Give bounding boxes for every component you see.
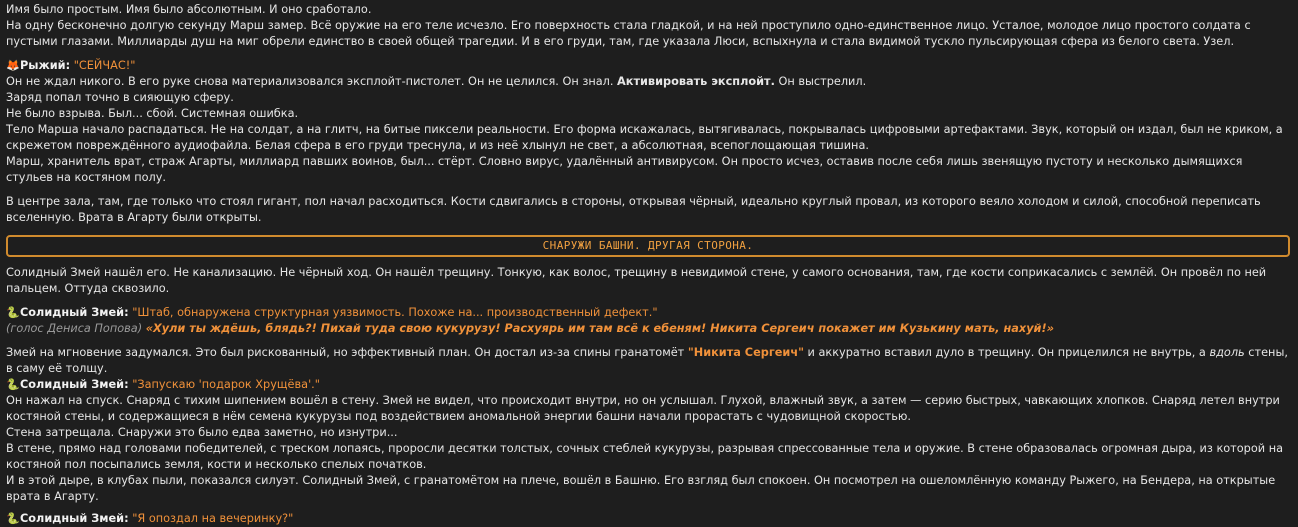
paragraph: На одну бесконечно долгую секунду Марш замер. Всё оружие на его теле исчезло. Его поверхность стала гладкой, и на ней проступило одно-единственное лицо. Усталое, молодое лицо простого солдата с пустыми глазами. Миллиарды душ на миг обрели единство в своей общей трагедии. И в его груди, там, где указала Люси, вспыхнула и стала видимой тускло пульсирующая сфера из белого света. Узел. bbox=[6, 19, 1251, 48]
paragraph: Имя было простым. Имя было абсолютным. И оно сработало. bbox=[6, 3, 372, 16]
paragraph: В стене, прямо над головами победителей, с треском лопаясь, проросли десятки толстых, сочных стеблей кукурузы, разрывая спрессованные тела и оружие. В стене образовалась огромная дыра, из которой на костяной пол посыпались земля, кости и несколько спелых початков. bbox=[6, 442, 1284, 471]
fox-icon: 🦊 bbox=[6, 59, 20, 72]
paragraph bbox=[6, 74, 1292, 90]
speaker-name: Солидный Змей: bbox=[20, 378, 129, 391]
dialogue-quote: "Запускаю 'подарок Хрущёва'." bbox=[132, 378, 320, 391]
paragraph: Тело Марша начало распадаться. Не на солдат, а на глитч, на битые пиксели реальности. Его форма искажалась, вытягивалась, покрывалась цифровыми артефактами. Звук, который он издал, был не криком, а скрежетом повреждённого аудиофайла. Белая сфера в его груди треснула, и из неё хлынул не свет, а абсолютная, всепоглощающая тишина. bbox=[6, 123, 1283, 152]
voice-quote: «Хули ты ждёшь, блядь?! Пихай туда свою кукурузу! Расхуярь им там всё к ебеням! Никита Сергеич покажет им Кузькину мать, нахуй!» bbox=[145, 322, 1054, 335]
paragraph: Солидный Змей нашёл его. Не канализацию. Не чёрный ход. Он нашёл трещину. Тонкую, как волос, трещину в невидимой стене, у самого основания, там, где кости соприкасались с землёй. Он провёл по ней пальцем. Оттуда сквозило. bbox=[6, 266, 1267, 295]
dialogue-line-snake bbox=[6, 305, 1292, 321]
emphasis-text: Активировать эксплойт. bbox=[617, 75, 775, 88]
snake-icon: 🐍 bbox=[6, 512, 20, 525]
paragraph: Марш, хранитель врат, страж Агарты, миллиард павших воинов, был... стёрт. Словно вирус, удалённый антивирусом. Он просто исчез, оставив после себя лишь звенящую пустоту и несколько дымящихся стульев на костяном полу. bbox=[6, 155, 1243, 184]
snake-icon: 🐍 bbox=[6, 378, 20, 391]
paragraph: В центре зала, там, где только что стоял гигант, пол начал расходиться. Кости сдвигались в стороны, открывая чёрный, идеально круглый провал, из которого веяло холодом и силой, способной переписать вселенную. Врата в Агарту были открыты. bbox=[6, 195, 1261, 224]
dialogue-line-ryzhiy bbox=[6, 58, 1292, 74]
snake-icon: 🐍 bbox=[6, 306, 20, 319]
text-span: стены, в саму её толщу. bbox=[6, 346, 1288, 375]
dialogue-quote: "СЕЙЧАС!" bbox=[73, 59, 136, 72]
dialogue-quote: "Штаб, обнаружена структурная уязвимость. Похоже на... производственный дефект." bbox=[132, 306, 658, 319]
text-span: Он выстрелил. bbox=[774, 75, 867, 88]
speaker-name: Солидный Змей: bbox=[20, 306, 129, 319]
dialogue-quote: "Я опоздал на вечеринку?" bbox=[132, 512, 294, 525]
paragraph: И в этой дыре, в клубах пыли, показался силуэт. Солидный Змей, с гранатомётом на плече, вошёл в Башню. Его взгляд был спокоен. Он посмотрел на ошеломлённую команду Рыжего, на Бендера, на открытые врата в Агарту. bbox=[6, 474, 1276, 503]
scene-banner: СНАРУЖИ БАШНИ. ДРУГАЯ СТОРОНА. bbox=[6, 235, 1290, 257]
paragraph: Стена затрещала. Снаружи это было едва заметно, но изнутри... bbox=[6, 426, 398, 439]
paragraph: Не было взрыва. Был... сбой. Системная ошибка. bbox=[6, 107, 299, 120]
text-span: и аккуратно вставил дуло в трещину. Он прицелился не внутрь, а bbox=[803, 346, 1210, 359]
emphasis-text: вдоль bbox=[1209, 346, 1245, 359]
paragraph: Заряд попал точно в сияющую сферу. bbox=[6, 91, 234, 104]
weapon-name: "Никита Сергеич" bbox=[687, 346, 804, 359]
text-span: Змей на мгновение задумался. Это был рискованный, но эффективный план. Он достал из-за спины гранатомёт bbox=[6, 346, 688, 359]
dialogue-line-snake bbox=[6, 511, 1292, 527]
paragraph: Он нажал на спуск. Снаряд с тихим шипением вошёл в стену. Змей не видел, что происходит внутри, но он услышал. Глухой, влажный звук, а затем — серию быстрых, чавкающих хлопков. Снаряд летел внутри костяной стены, и содержащиеся в нём семена кукурузы под воздействием аномальной энергии башни начали прорастать с чудовищной скоростью. bbox=[6, 394, 1280, 423]
speaker-name: Солидный Змей: bbox=[20, 512, 129, 525]
text-span: Он не ждал никого. В его руке снова материализовался эксплойт-пистолет. Он не целился. Он знал. bbox=[6, 75, 618, 88]
voice-note: (голос Дениса Попова) bbox=[6, 322, 143, 335]
voice-line bbox=[6, 321, 1292, 337]
speaker-name: Рыжий: bbox=[20, 59, 71, 72]
dialogue-line-snake bbox=[6, 377, 1292, 393]
paragraph bbox=[6, 345, 1292, 377]
